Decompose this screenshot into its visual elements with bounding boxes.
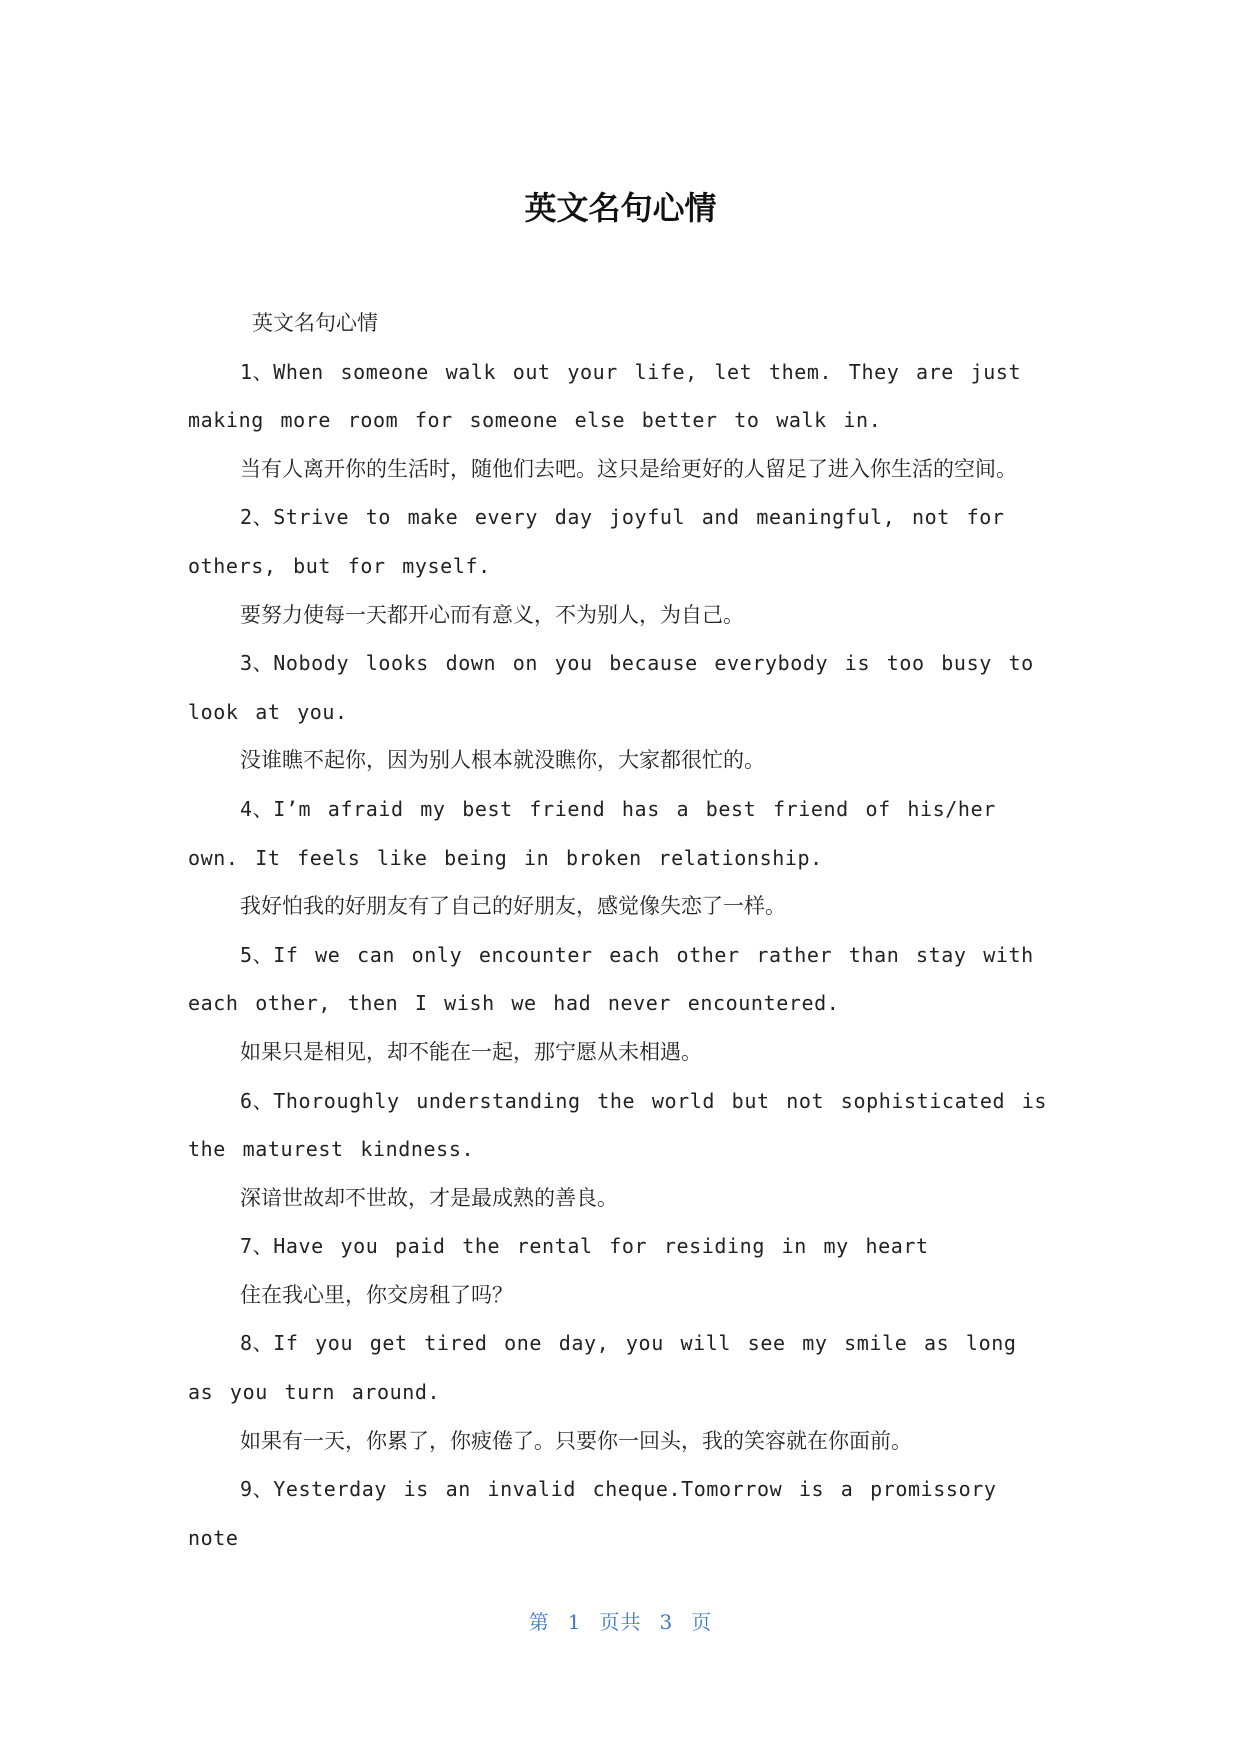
quote-6-english: 6、Thoroughly understanding the world but not sophisticated is the maturest kindness. [188, 1088, 1048, 1162]
footer-prefix: 第 [528, 1610, 550, 1634]
quote-4-chinese: 我好怕我的好朋友有了自己的好朋友，感觉像失恋了一样。 [240, 894, 786, 919]
quote-4-english: 4、I’m afraid my best friend has a best friend of his/her own. It feels like being in broken relationship. [188, 796, 996, 870]
footer-middle: 页共 [599, 1610, 642, 1634]
document-body [188, 299, 1056, 1562]
footer-suffix: 页 [691, 1610, 713, 1634]
intro-heading: 英文名句心情 [252, 311, 378, 335]
footer-total-pages: 3 [659, 1610, 674, 1634]
quote-2-english: 2、Strive to make every day joyful and meaningful, not for others, but for myself. [188, 505, 1005, 578]
quote-3-english: 3、Nobody looks down on you because everybody is too busy to look at you. [188, 651, 1034, 724]
quote-5-english: 5、If we can only encounter each other rather than stay with each other, then I wish we had never encountered. [188, 942, 1034, 1016]
quote-1-chinese: 当有人离开你的生活时，随他们去吧。这只是给更好的人留足了进入你生活的空间。 [240, 456, 1017, 481]
quote-8-chinese: 如果有一天，你累了，你疲倦了。只要你一回头，我的笑容就在你面前。 [240, 1428, 912, 1453]
document-title: 英文名句心情 [524, 189, 717, 227]
page-number-footer [0, 1608, 1241, 1636]
quote-8-english: 8、If you get tired one day, you will see my smile as long as you turn around. [188, 1331, 1017, 1405]
footer-current-page: 1 [567, 1610, 582, 1634]
quote-9-english: 9、Yesterday is an invalid cheque.Tomorrow is a promissory note [188, 1477, 997, 1550]
quote-2-chinese: 要努力使每一天都开心而有意义，不为别人，为自己。 [240, 602, 744, 627]
quote-1-english: 1、When someone walk out your life, let them. They are just making more room for someone else better to walk in. [188, 359, 1022, 433]
quote-3-chinese: 没谁瞧不起你，因为别人根本就没瞧你，大家都很忙的。 [240, 748, 765, 773]
quote-6-chinese: 深谙世故却不世故，才是最成熟的善良。 [240, 1185, 618, 1210]
quote-7-english: 7、Have you paid the rental for residing in my heart [240, 1234, 929, 1259]
quote-7-chinese: 住在我心里，你交房租了吗？ [240, 1282, 513, 1307]
quote-5-chinese: 如果只是相见，却不能在一起，那宁愿从未相遇。 [240, 1039, 702, 1064]
